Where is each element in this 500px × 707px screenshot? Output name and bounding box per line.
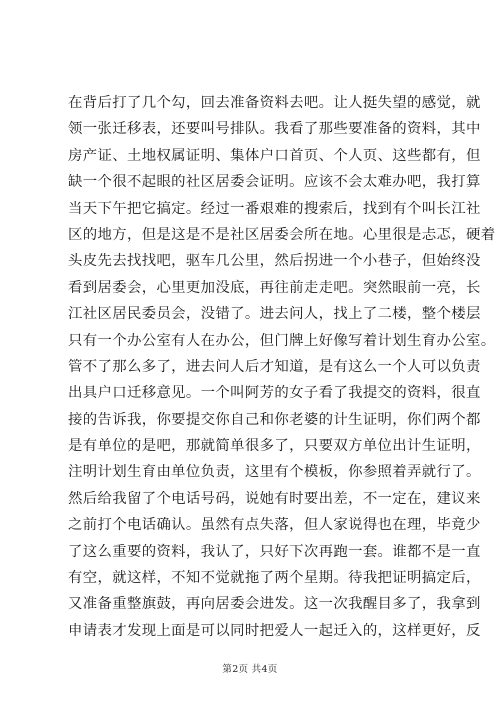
text-line: 申请表才发现上面是可以同时把爱人一起迁入的，这样更好，反 [68, 622, 481, 639]
text-line: 接的告诉我，你要提交你自己和你老婆的计生证明，你们两个都 [68, 411, 481, 428]
text-line: 只有一个办公室有人在办公，但门牌上好像写着计划生育办公室。 [68, 332, 496, 349]
text-line: 有空，就这样，不知不觉就拖了两个星期。待我把证明搞定后， [68, 570, 481, 587]
text-line: 是有单位的是吧，那就简单很多了，只要双方单位出计生证明， [68, 438, 481, 455]
text-line: 然后给我留了个电话号码，说她有时要出差，不一定在，建议来 [68, 490, 481, 507]
text-line: 又准备重整旗鼓，再向居委会进发。这一次我醒目多了，我拿到 [68, 596, 481, 613]
text-line: 管不了那么多了，进去问人后才知道，是有这么一个人可以负责 [68, 358, 481, 375]
body-text [68, 90, 496, 644]
text-line: 房产证、土地权属证明、集体户口首页、个人页、这些都有，但 [68, 147, 481, 164]
text-line: 头皮先去找找吧，驱车几公里，然后拐进一个小巷子，但始终没 [68, 253, 481, 270]
text-line: 领一张迁移表，还要叫号排队。我看了那些要准备的资料，其中 [68, 121, 481, 138]
page-number-footer: 第2页 共4页 [222, 664, 278, 675]
text-line: 区的地方，但是这是不是社区居委会所在地。心里很是忐忑，硬着 [68, 226, 496, 243]
text-line: 出具户口迁移意见。一个叫阿芳的女子看了我提交的资料，很直 [68, 385, 481, 402]
text-line: 江社区居民委员会，没错了。进去问人，找上了二楼，整个楼层 [68, 306, 481, 323]
text-line: 缺一个很不起眼的社区居委会证明。应该不会太难办吧，我打算 [68, 174, 481, 191]
text-line: 了这么重要的资料，我认了，只好下次再跑一套。谁都不是一直 [68, 543, 481, 560]
text-line: 之前打个电话确认。虽然有点失落，但人家说得也在理，毕竟少 [68, 517, 481, 534]
text-line: 看到居委会，心里更加没底，再往前走走吧。突然眼前一亮，长 [68, 279, 481, 296]
text-line: 注明计划生育由单位负责，这里有个模板，你参照着弄就行了。 [68, 464, 481, 481]
text-line: 在背后打了几个勾，回去准备资料去吧。让人挺失望的感觉，就 [68, 95, 481, 111]
text-line: 当天下午把它搞定。经过一番艰难的搜索后，找到有个叫长江社 [68, 200, 481, 217]
